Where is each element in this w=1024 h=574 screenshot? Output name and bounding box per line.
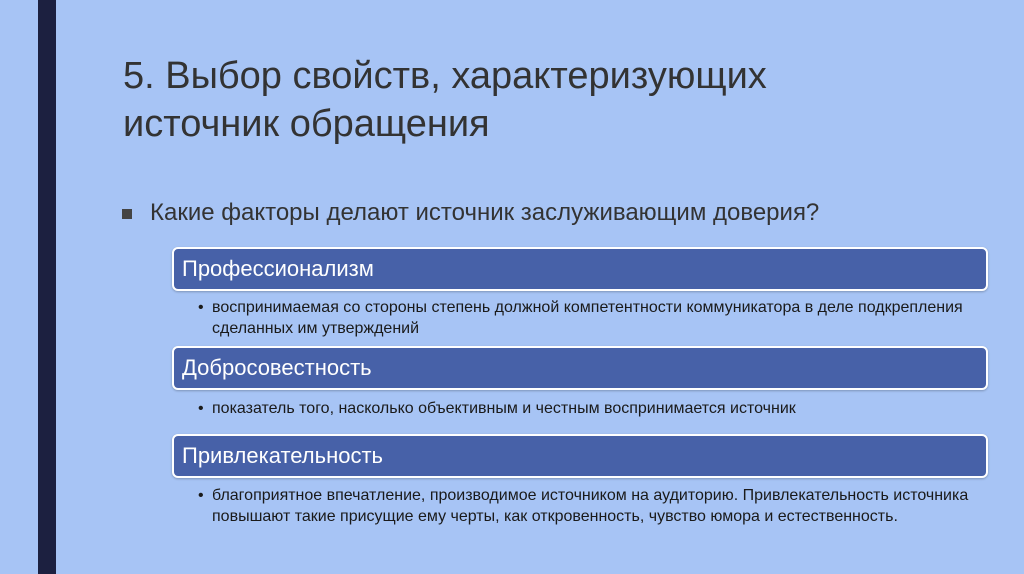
description-attractiveness [198, 485, 978, 527]
heading-bar-conscientiousness [172, 346, 988, 390]
square-bullet-icon [122, 209, 132, 219]
description-text: показатель того, насколько объективным и честным воспринимается источник [212, 400, 796, 417]
description-conscientiousness [198, 398, 978, 419]
left-accent-bar [38, 0, 56, 574]
question-row [122, 198, 819, 228]
heading-bar-professionalism [172, 247, 988, 291]
bullet-dot-icon: • [198, 400, 204, 417]
slide-title-line-2: источник обращения [123, 103, 490, 145]
description-text: благоприятное впечатление, производимое источником на аудиторию. Привлекательность источника повышают такие присущие ему черты, как откровенность, чувство юмора и естественность. [212, 487, 969, 525]
bullet-dot-icon: • [198, 487, 204, 504]
description-text: воспринимаемая со стороны степень должной компетентности коммуникатора в деле подкрепления сделанных им утверждений [212, 299, 963, 337]
heading-label: Добросовестность [182, 355, 372, 380]
heading-label: Профессионализм [182, 256, 374, 281]
slide-title-line-1: 5. Выбор свойств, характеризующих [123, 55, 767, 97]
heading-bar-attractiveness [172, 434, 988, 478]
bullet-dot-icon: • [198, 299, 204, 316]
description-professionalism [198, 297, 978, 339]
heading-label: Привлекательность [182, 443, 384, 468]
slide-title [123, 52, 963, 148]
question-text: Какие факторы делают источник заслуживающим доверия? [150, 199, 820, 226]
